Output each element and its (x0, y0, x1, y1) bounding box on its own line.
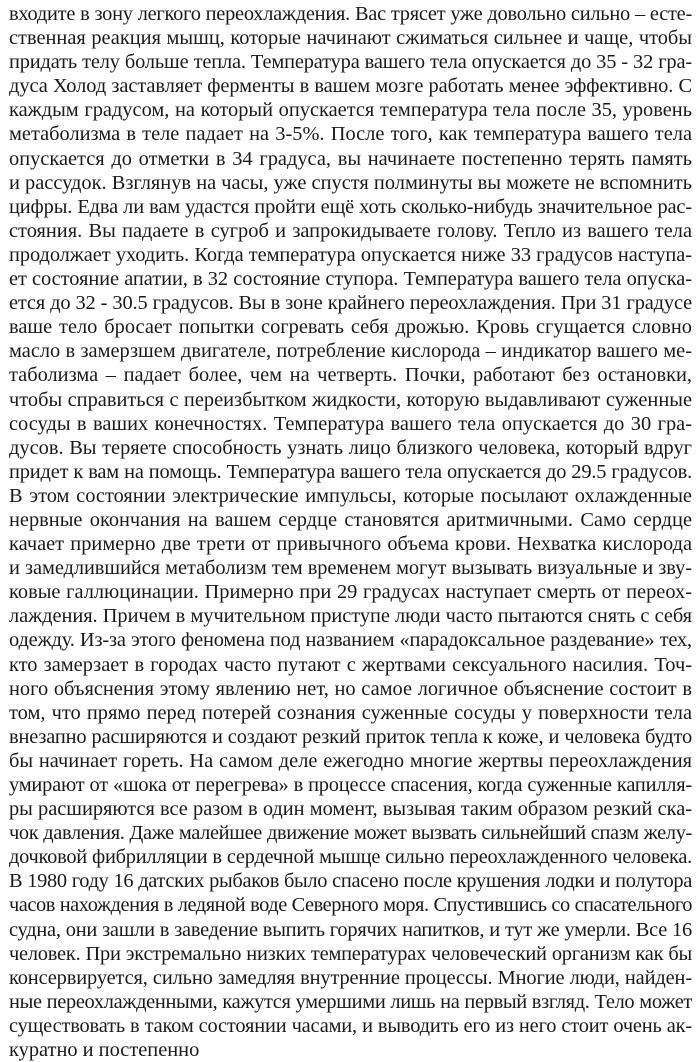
text-line: судна, они зашли в заведение выпить горячих напитков, и тут же умерли. Все 16 (9, 918, 692, 941)
text-line: ного объяснения этому явлению нет, но самое логичное объяснение состоит в (9, 677, 692, 700)
text-line: чтобы справиться с переизбытком жидкости, которую выдавливают суженные (9, 388, 692, 411)
text-line: внезапно расширяются и создают резкий приток тепла к коже, и человека будто (9, 725, 692, 748)
text-line: ры расширяются все разом в один момент, вызывая таким образом резкий ска- (9, 798, 692, 821)
text-line: входите в зону легкого переохлаждения. Вас трясет уже довольно сильно – есте- (9, 3, 692, 25)
text-line: человек. При экстремально низких температурах человеческий организм как бы (9, 942, 692, 965)
text-line: кто замерзает в городах часто путают с жертвами сексуального насилия. Точ- (9, 653, 692, 676)
text-line: бы начинает гореть. На самом деле ежегодно многие жертвы переохлаждения (9, 749, 692, 772)
text-line: ные переохлажденными, кажутся умершими лишь на первый взгляд. Тело может (9, 990, 692, 1013)
text-line: чок давления. Даже малейшее движение может вызвать сильнейший спазм желу- (9, 822, 692, 845)
text-line: каждым градусом, на который опускается температура тела после 35, уровень (9, 99, 692, 122)
text-line: В этом состоянии электрические импульсы, которые посылают охлажденные (9, 484, 692, 507)
text-line: продолжает уходить. Когда температура опускается ниже 33 градусов наступа- (9, 243, 692, 266)
text-line: таболизма – падает более, чем на четверть. Почки, работают без остановки, (9, 364, 692, 387)
text-line: сосуды в ваших конечностях. Температура вашего тела опускается до 30 гра- (9, 412, 692, 435)
text-line: и замедлившийся метаболизм тем временем могут вызывать визуальные и зву- (9, 557, 692, 580)
text-line: лаждения. Причем в мучительном приступе люди часто пытаются снять с себя (9, 605, 692, 628)
text-line: стояния. Вы падаете в сугроб и запрокидываете голову. Тепло из вашего тела (9, 219, 692, 242)
text-line: и рассудок. Взглянув на часы, уже спустя полминуты вы можете не вспомнить (9, 171, 692, 194)
text-line: ковые галлюцинации. Примерно при 29 градусах наступает смерть от переох- (9, 581, 692, 604)
text-line: том, что прямо перед потерей сознания суженные сосуды у поверхности тела (9, 701, 692, 724)
text-line: ется до 32 - 30.5 градусов. Вы в зоне крайнего переохлаждения. При 31 градусе (9, 292, 692, 315)
text-line: придать телу больше тепла. Температура вашего тела опускается до 35 - 32 гра- (9, 51, 692, 74)
text-line: одежду. Из-за этого феномена под названием «парадоксальное раздевание» тех, (9, 629, 692, 652)
text-line: ет состояние апатии, в 32 состояние ступора. Температура вашего тела опуска- (9, 268, 692, 291)
text-line: дочковой фибрилляции в сердечной мышце сильно переохлажденного человека. (9, 846, 692, 869)
text-line: придет к вам на помощь. Температура вашего тела опускается до 29.5 градусов. (9, 460, 692, 483)
text-line: часов нахождения в ледяной воде Северного моря. Спустившись со спасательного (9, 894, 692, 917)
text-line: существовать в таком состоянии часами, и выводить его из него стоит очень ак- (9, 1014, 692, 1037)
text-line: цифры. Едва ли вам удастся пройти ещё хоть сколько-нибудь значительное рас- (9, 195, 692, 218)
text-line: ваше тело бросает попытки согревать себя дрожью. Кровь сгущается словно (9, 316, 692, 339)
text-line: В 1980 году 16 датских рыбаков было спасено после крушения лодки и полутора (9, 870, 692, 893)
text-line: дуса Холод заставляет ферменты в вашем мозге работать менее эффективно. С (9, 75, 692, 98)
text-line: нервные окончания на вашем сердце становятся аритмичными. Само сердце (9, 508, 692, 531)
body-paragraph (9, 2, 692, 1062)
text-line: метаболизма в теле падает на 3-5%. После того, как температура вашего тела (9, 123, 692, 146)
text-line: опускается до отметки в 34 градуса, вы начинаете постепенно терять память (9, 147, 692, 170)
text-line: умирают от «шока от перегрева» в процессе спасения, когда суженные капилля- (9, 774, 692, 796)
text-line: качает примерно две трети от привычного объема крови. Нехватка кислорода (9, 533, 692, 556)
text-line-last: куратно и постепенно (9, 1039, 200, 1062)
text-line: дусов. Вы теряете способность узнать лицо близкого человека, который вдруг (9, 436, 692, 459)
text-line: масло в замерзшем двигателе, потребление кислорода – индикатор вашего ме- (9, 340, 692, 363)
text-line: ственная реакция мышц, которые начинают сжиматься сильнее и чаще, чтобы (9, 27, 692, 50)
text-line: консервируется, сильно замедляя внутренние процессы. Многие люди, найден- (9, 966, 692, 989)
